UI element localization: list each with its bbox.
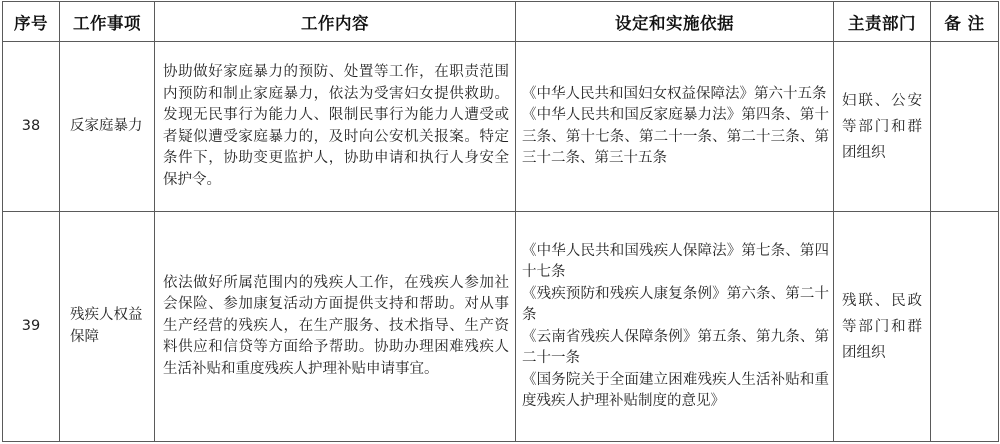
basis-line: 《国务院关于全面建立困难残疾人生活补贴和重度残疾人护理补贴制度的意见》 xyxy=(522,371,829,409)
basis-line: 《中华人民共和国反家庭暴力法》第四条、第十三条、第十七条、第二十一条、第二十三条、第三十二条、第三十五条 xyxy=(522,107,829,166)
basis-line: 《中华人民共和国残疾人保障法》第七条、第四十七条 xyxy=(522,242,829,280)
basis-cell xyxy=(516,212,834,442)
responsible-dept: 残联、民政等部门和群团组织 xyxy=(842,292,922,361)
table-row xyxy=(3,42,999,212)
header-note: 备 注 xyxy=(931,2,999,42)
basis-cell xyxy=(516,42,834,212)
row-number: 39 xyxy=(3,212,60,442)
basis-line: 《中华人民共和国妇女权益保障法》第六十五条 xyxy=(522,85,827,102)
basis-line: 《云南省残疾人保障条例》第五条、第九条、第二十一条 xyxy=(522,328,829,366)
header-no: 序号 xyxy=(3,2,60,42)
work-content: 依法做好所属范围内的残疾人工作，在残疾人参加社会保险、参加康复活动方面提供支持和帮助。对从事生产经营的残疾人，在生产服务、技术指导、生产资料供应和信贷等方面给予帮助。协助办理困难残疾人生活补贴和重度残疾人护理补贴申请事宜。 xyxy=(163,274,509,377)
work-content: 协助做好家庭暴力的预防、处置等工作，在职责范围内预防和制止家庭暴力，依法为受害妇女提供救助。发现无民事行为能力人、限制民事行为能力人遭受或者疑似遭受家庭暴力的，及时向公安机关报案。特定条件下，协助变更监护人，协助申请和执行人身安全保护令。 xyxy=(163,64,509,188)
work-item-cell xyxy=(60,42,155,212)
work-items-table xyxy=(2,1,999,442)
header-content: 工作内容 xyxy=(155,2,516,42)
note-cell xyxy=(931,212,999,442)
work-item: 反家庭暴力 xyxy=(70,117,143,134)
basis-line: 《残疾预防和残疾人康复条例》第六条、第二十条 xyxy=(522,285,829,323)
header-basis: 设定和实施依据 xyxy=(516,2,834,42)
header-dept: 主责部门 xyxy=(834,2,931,42)
responsible-dept: 妇联、公安等部门和群团组织 xyxy=(842,92,922,161)
work-item: 残疾人权益保障 xyxy=(70,307,143,345)
dept-cell xyxy=(834,42,931,212)
table-header-row xyxy=(3,2,999,42)
table-row xyxy=(3,212,999,442)
note-cell xyxy=(931,42,999,212)
row-number: 38 xyxy=(3,42,60,212)
header-item: 工作事项 xyxy=(60,2,155,42)
work-content-cell xyxy=(155,42,516,212)
work-content-cell xyxy=(155,212,516,442)
work-item-cell xyxy=(60,212,155,442)
dept-cell xyxy=(834,212,931,442)
